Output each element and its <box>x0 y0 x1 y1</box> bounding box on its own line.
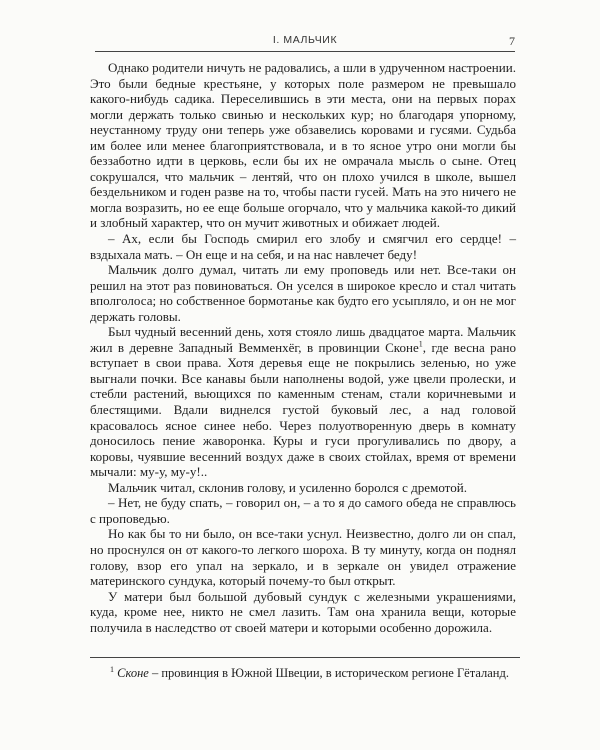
paragraph-4 <box>90 324 516 479</box>
footnote-term: Сконе <box>117 666 149 680</box>
footnote-number: 1 <box>110 664 114 674</box>
paragraph-3: Мальчик долго думал, читать ли ему проповедь или нет. Все-таки он решил на этот раз повиноваться. Он уселся в широкое кресло и стал читать вполголоса; но собственное бормотанье как будто его усыпляло, и он не мог держать головы. <box>90 262 516 324</box>
paragraph-6: – Нет, не буду спать, – говорил он, – а то я до самого обеда не справлюсь с проповедью. <box>90 495 516 526</box>
body-text <box>90 60 516 635</box>
paragraph-7: Но как бы то ни было, он все-таки уснул. Неизвестно, долго ли он спал, но проснулся он от какого-то легкого шороха. В ту минуту, когда он поднял голову, взор его упал на зеркало, и в зеркале он увидел отражение материнского сундука, который почему-то был открыт. <box>90 526 516 589</box>
footnote <box>90 666 520 681</box>
paragraph-5: Мальчик читал, склонив голову, и усиленно боролся с дремотой. <box>108 479 467 495</box>
footnote-reference[interactable]: 1 <box>418 339 423 349</box>
running-head: I. МАЛЬЧИК <box>272 34 338 46</box>
footnote-rule <box>90 657 520 658</box>
paragraph-1: Однако родители ничуть не радовались, а шли в удрученном настроении. Это были бедные крестьяне, у которых поле размером не превышало какого-нибудь садика. Переселившись в эти места, они на первых порах могли держать только свинью и нескольких кур; но благодаря упорному, неустанному труду они теперь уже обзавелись коровами и гусями. Судьба им более или менее благоприятствовала, и в то ясное утро они могли бы беззаботно идти в церковь, если бы их не омрачала мысль о сыне. Отец сокрушался, что мальчик – лентяй, что он плохо учился в школе, вышел бездельником и годен разве на то, чтобы пасти гусей. Мать на это ничего не могла возразить, но ее еще больше огорчало, что у мальчика какой-то дикий и злобный характер, что он мучит животных и обижает людей. <box>90 60 517 231</box>
paragraph-8: У матери был большой дубовый сундук с железными украшениями, куда, кроме нее, никто не смел лазить. Там она хранила вещи, которые получила в наследство от своей матери и которыми особенно дорожила. <box>90 588 516 635</box>
paragraph-4-part-2: , где весна рано вступает в свои права. Хотя деревья еще не покрылись зеленью, но уже выгнали почки. Все канавы были наполнены водой, уже цвели пролески, и стебли растений, вьющихся по каменным стенам, стали коричневыми и блестящими. Вдали виднелся густой буковый лес, а над головой красовалось ясное синее небо. Через полуотворенную дверь в комнату доносилось пение жаворонка. Куры и гуси прогуливались по двору, а коровы, чуявшие весенний воздух даже в своих стойлах, время от времени мычали: му-у, му-у!.. <box>90 339 517 480</box>
footnote-text: – провинция в Южной Швеции, в историческом регионе Гёталанд. <box>148 666 509 680</box>
paragraph-4-part-1: Был чудный весенний день, хотя стояло лишь двадцатое марта. Мальчик жил в деревне Западный Вемменхёг, в провинции Сконе <box>90 324 516 355</box>
page-number: 7 <box>509 34 515 48</box>
paragraph-2: – Ах, если бы Господь смирил его злобу и смягчил его сердце! – вздыхала мать. – Он еще и на себя, и на нас навлечет беду! <box>90 231 516 262</box>
header-rule <box>95 51 515 52</box>
page-header <box>95 34 515 52</box>
